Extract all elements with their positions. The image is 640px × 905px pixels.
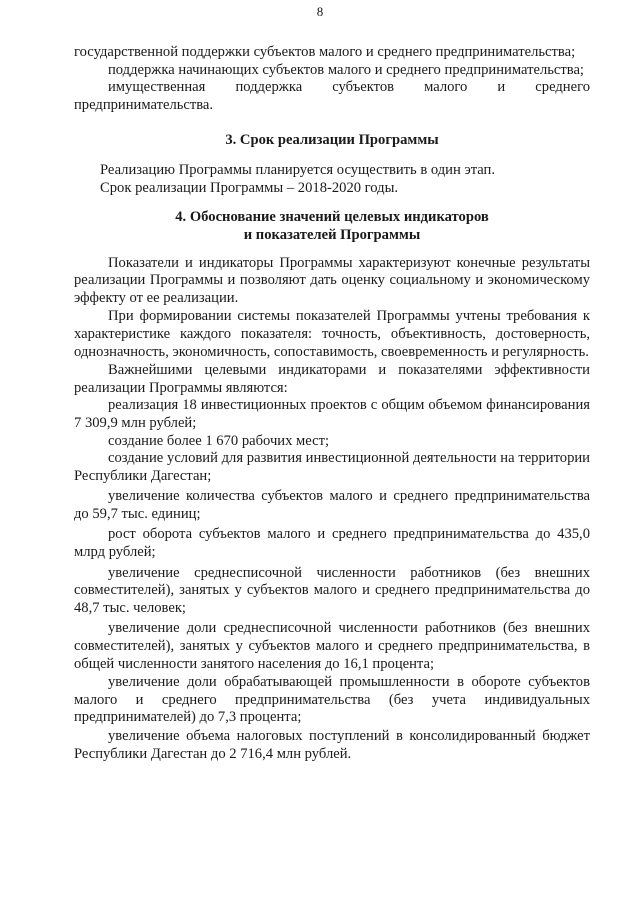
section-3-paragraph-1: Реализацию Программы планируется осуществить в один этап.: [100, 162, 496, 179]
indicator-item: создание условий для развития инвестиционной деятельности на территории Республики Дагестан;: [74, 450, 590, 484]
section-4-title-line-1: 4. Обоснование значений целевых индикаторов: [175, 208, 489, 225]
indicator-item: увеличение объема налоговых поступлений в консолидированный бюджет Республики Дагестан до 2 716,4 млн рублей.: [74, 728, 590, 762]
section-3-paragraph-2: Срок реализации Программы – 2018-2020 годы.: [100, 179, 399, 196]
intro-paragraph-1: государственной поддержки субъектов малого и среднего предпринимательства;: [74, 44, 576, 60]
indicator-item: реализация 18 инвестиционных проектов с общим объемом финансирования 7 309,9 млн рублей;: [74, 397, 590, 431]
section-3-title: 3. Срок реализации Программы: [225, 132, 439, 149]
section-4-title-line-2: и показателей Программы: [243, 226, 421, 243]
indicator-item: создание более 1 670 рабочих мест;: [108, 432, 330, 449]
intro-paragraph-2: поддержка начинающих субъектов малого и среднего предпринимательства;: [108, 61, 584, 78]
section-4-title: [74, 208, 590, 244]
intro-paragraph-3: имущественная поддержка субъектов малого и среднего предпринимательства.: [74, 79, 590, 113]
section-4-paragraph-1: Показатели и индикаторы Программы характеризуют конечные результаты реализации Программы и позволяют дать оценку социальному и экономическому эффекту от ее реализации.: [74, 254, 590, 306]
section-4-paragraph-3: Важнейшими целевыми индикаторами и показателями эффективности реализации Программы являются:: [74, 362, 590, 396]
page-number: 8: [316, 4, 324, 19]
document-body: [74, 44, 590, 763]
indicator-item: увеличение доли обрабатывающей промышленности в обороте субъектов малого и среднего предпринимательства (без учета индивидуальных предпринимателей) до 7,3 процента;: [74, 674, 590, 726]
section-4-paragraph-2: При формировании системы показателей Программы учтены требования к характеристике каждого показателя: точность, объективность, достоверность, однозначность, экономичность, сопоставимость, своевременность и регулярность.: [74, 308, 590, 360]
indicator-item: увеличение среднесписочной численности работников (без внешних совместителей), занятых у субъектов малого и среднего предпринимательства до 48,7 тыс. человек;: [74, 564, 590, 616]
indicator-item: увеличение доли среднесписочной численности работников (без внешних совместителей), занятых у субъектов малого и среднего предпринимательства, в общей численности занятого населения до 16,1 процента;: [74, 620, 590, 672]
indicator-item: рост оборота субъектов малого и среднего предпринимательства до 435,0 млрд рублей;: [74, 526, 590, 561]
indicator-item: увеличение количества субъектов малого и среднего предпринимательства до 59,7 тыс. единиц;: [74, 488, 590, 522]
